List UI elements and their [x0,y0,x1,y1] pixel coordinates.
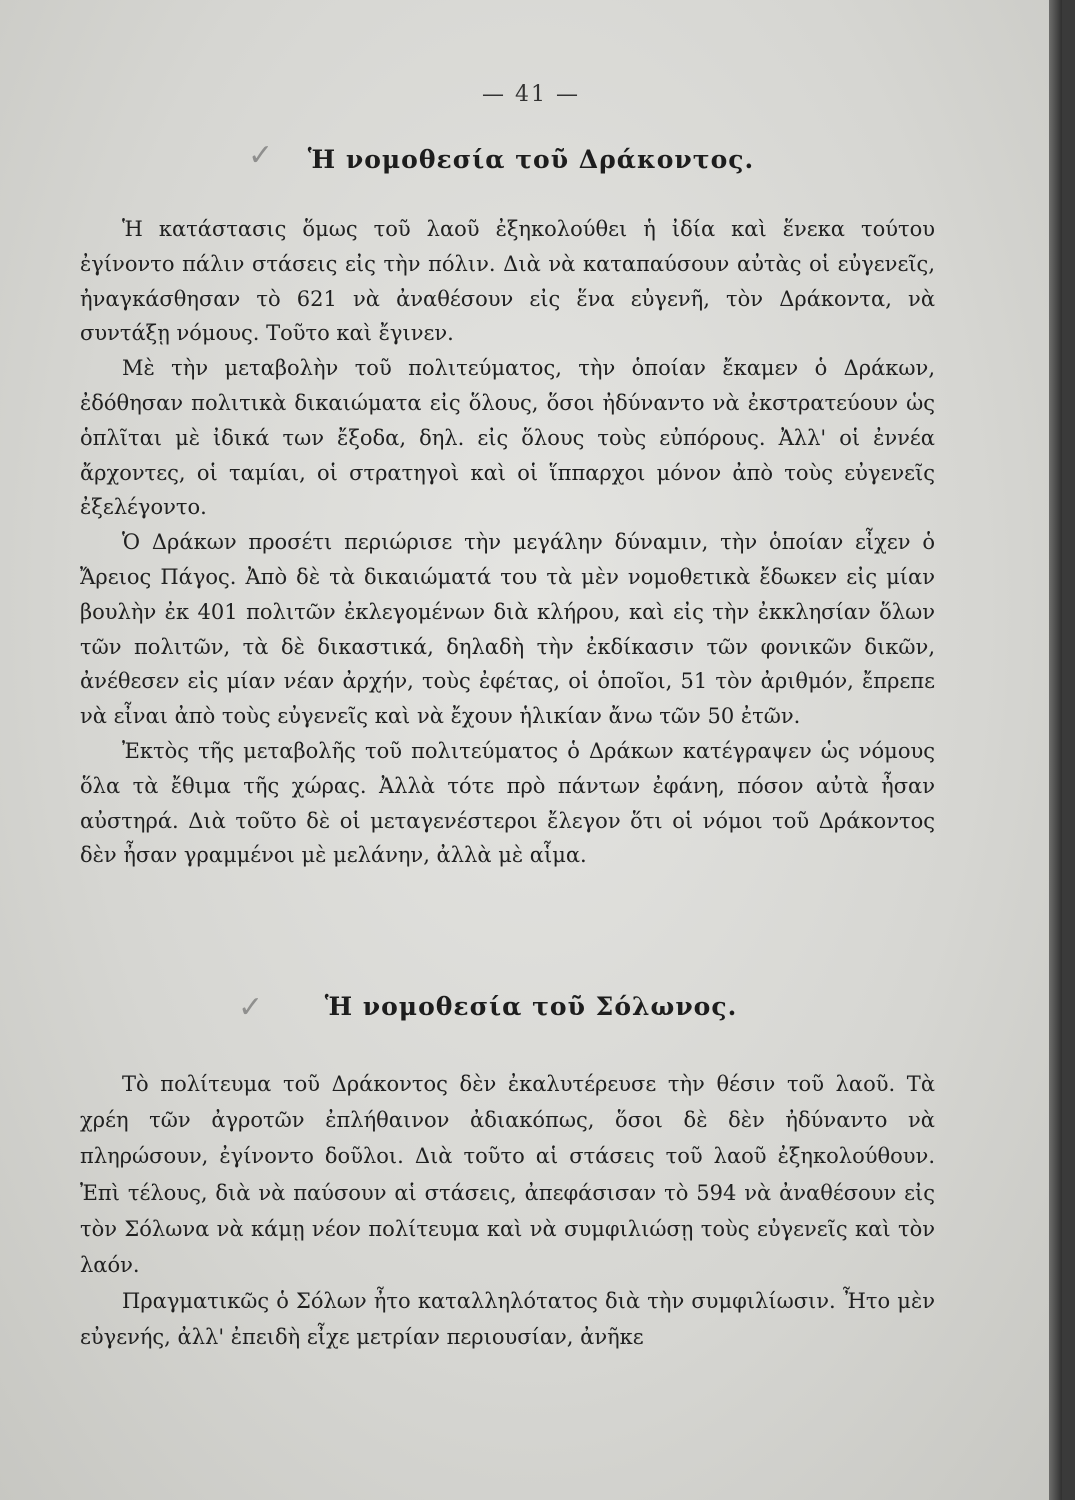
paragraph: Ἡ κατάστασις ὅμως τοῦ λαοῦ ἐξηκολούθει ἡ ἰδία καὶ ἕνεκα τούτου ἐγίνοντο πάλιν στάσεις εἰς τὴν πόλιν. Διὰ νὰ καταπαύσουν αὐτὰς οἱ εὐγενεῖς, ἠναγκάσθησαν τὸ 621 νὰ ἀναθέσουν εἰς ἕνα εὐγενῆ, τὸν Δράκοντα, νὰ συντάξῃ νόμους. Τοῦτο καὶ ἔγινεν. [80,217,935,346]
page-number: — 41 — [482,82,580,107]
paragraph: Μὲ τὴν μεταβολὴν τοῦ πολιτεύματος, τὴν ὁποίαν ἔκαμεν ὁ Δράκων, ἐδόθησαν πολιτικὰ δικαιώματα εἰς ὅλους, ὅσοι ἠδύναντο νὰ ἐκστρατεύουν ὡς ὁπλῖται μὲ ἰδικά των ἔξοδα, δηλ. εἰς ὅλους τοὺς εὐπόρους. Ἀλλ' οἱ ἐννέα ἄρχοντες, οἱ ταμίαι, οἱ στρατηγοὶ καὶ οἱ ἵππαρχοι μόνον ἀπὸ τοὺς εὐγενεῖς ἐξελέγοντο. [80,356,935,520]
pencil-check-mark-icon: ✓ [248,138,274,173]
section-body-draco [80,212,935,873]
paragraph: Ἐκτὸς τῆς μεταβολῆς τοῦ πολιτεύματος ὁ Δράκων κατέγραψεν ὡς νόμους ὅλα τὰ ἔθιμα τῆς χώρας. Ἀλλὰ τότε πρὸ πάντων ἐφάνη, πόσον αὐτὰ ἦσαν αὐστηρά. Διὰ τοῦτο δὲ οἱ μεταγενέστεροι ἔλεγον ὅτι οἱ νόμοι τοῦ Δράκοντος δὲν ἦσαν γραμμένοι μὲ μελάνην, ἀλλὰ μὲ αἷμα. [80,738,935,868]
paragraph: Πραγματικῶς ὁ Σόλων ἦτο καταλληλότατος διὰ τὴν συμφιλίωσιν. Ἦτο μὲν εὐγενής, ἀλλ' ἐπειδὴ εἶχε μετρίαν περιουσίαν, ἀνῆκε [80,1289,935,1350]
section-heading-draco: Ἡ νομοθεσία τοῦ Δράκοντος. [307,145,755,174]
page-edge-shadow [1049,0,1062,1500]
section-body-solon [80,1066,935,1356]
section-heading-solon: Ἡ νομοθεσία τοῦ Σόλωνος. [324,992,738,1021]
paragraph: Τὸ πολίτευμα τοῦ Δράκοντος δὲν ἐκαλυτέρευσε τὴν θέσιν τοῦ λαοῦ. Τὰ χρέη τῶν ἀγροτῶν ἐπλήθαινον ἀδιακόπως, ὅσοι δὲ δὲν ἠδύναντο νὰ πληρώσουν, ἐγίνοντο δοῦλοι. Διὰ τοῦτο αἱ στάσεις τοῦ λαοῦ ἐξηκολούθουν. Ἐπὶ τέλους, διὰ νὰ παύσουν αἱ στάσεις, ἀπεφάσισαν τὸ 594 νὰ ἀναθέσουν εἰς τὸν Σόλωνα νὰ κάμῃ νέον πολίτευμα καὶ νὰ συμφιλιώσῃ τοὺς εὐγενεῖς καὶ τὸν λαόν. [80,1072,935,1278]
paragraph: Ὁ Δράκων προσέτι περιώρισε τὴν μεγάλην δύναμιν, τὴν ὁποίαν εἶχεν ὁ Ἄρειος Πάγος. Ἀπὸ δὲ τὰ δικαιώματά του τὰ μὲν νομοθετικὰ ἔδωκεν εἰς μίαν βουλὴν ἐκ 401 πολιτῶν ἐκλεγομένων διὰ κλήρου, καὶ εἰς τὴν ἐκκλησίαν ὅλων τῶν πολιτῶν, τὰ δὲ δικαστικά, δηλαδὴ τὴν ἐκδίκασιν τῶν φονικῶν δικῶν, ἀνέθεσεν εἰς μίαν νέαν ἀρχήν, τοὺς ἐφέτας, οἱ ὁποῖοι, 51 τὸν ἀριθμόν, ἔπρεπε νὰ εἶναι ἀπὸ τοὺς εὐγενεῖς καὶ νὰ ἔχουν ἡλικίαν ἄνω τῶν 50 ἐτῶν. [80,530,935,729]
pencil-check-mark-icon: ✓ [238,990,264,1025]
